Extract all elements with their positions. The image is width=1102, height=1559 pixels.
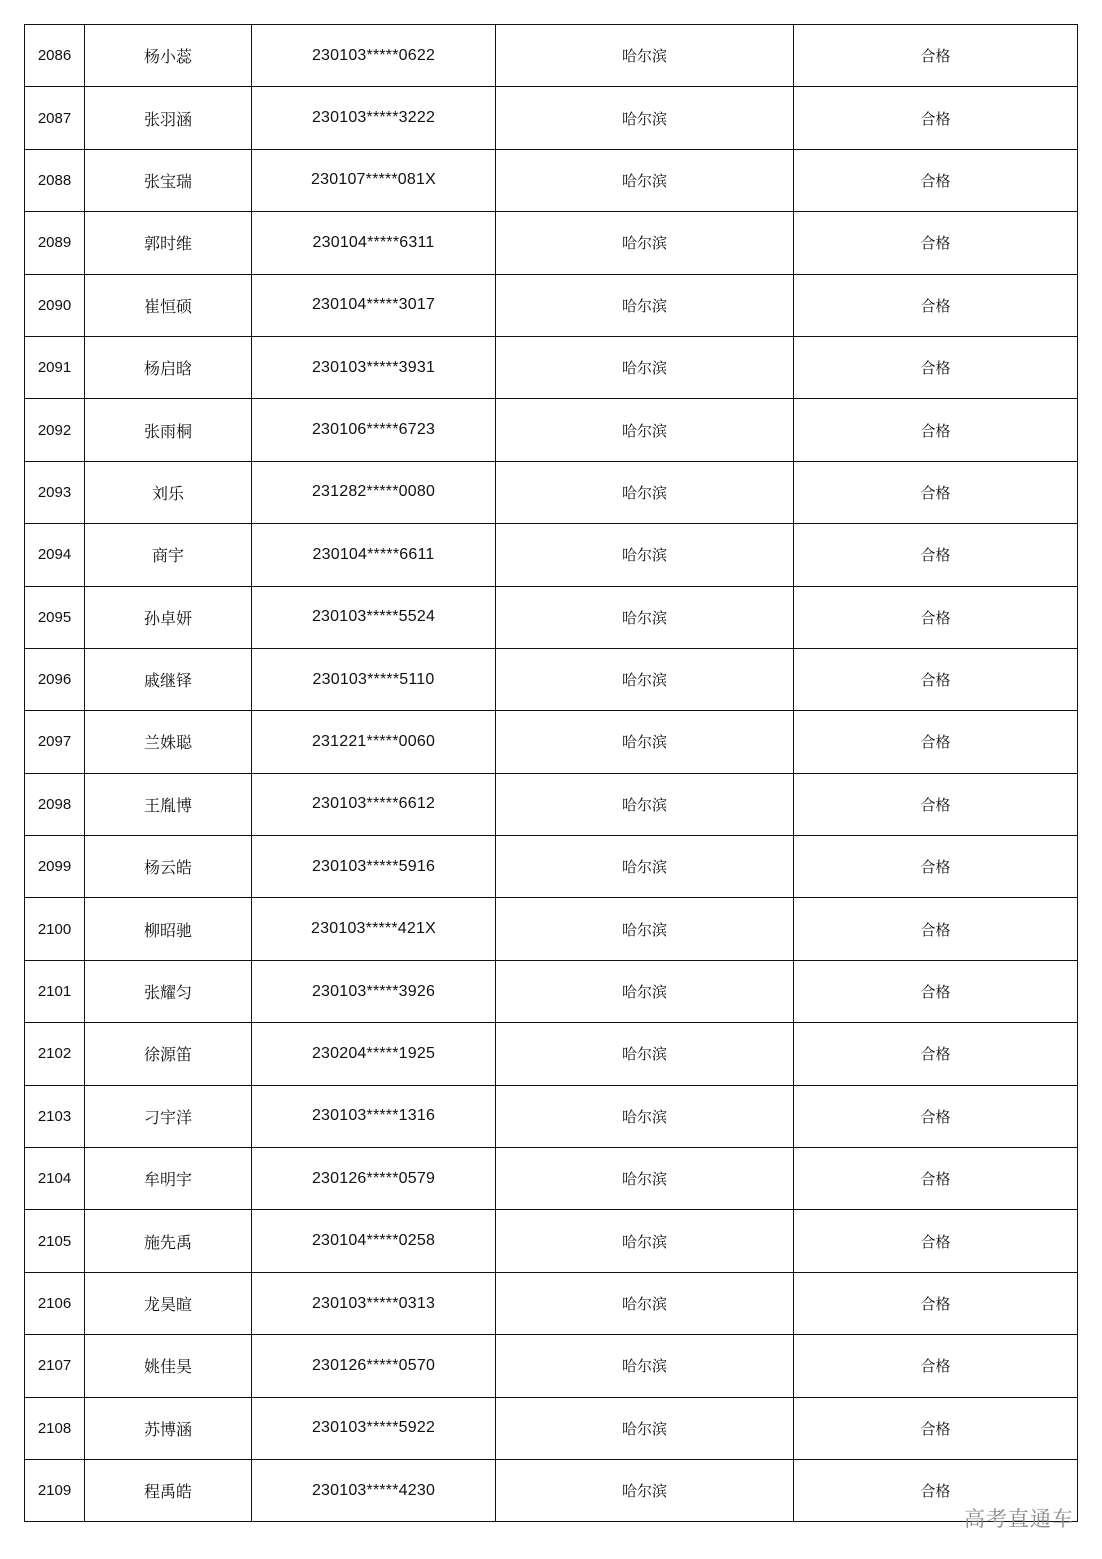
table-row — [25, 274, 1078, 336]
cell-id-number: 230103*****6612 — [252, 773, 496, 835]
watermark-text: 高考直通车 — [964, 1507, 1074, 1531]
roster-table — [24, 24, 1078, 1522]
cell-city: 哈尔滨 — [496, 399, 794, 461]
cell-result: 合格 — [794, 25, 1078, 87]
cell-id-number: 230103*****5110 — [252, 648, 496, 710]
cell-result: 合格 — [794, 87, 1078, 149]
roster-body — [25, 25, 1078, 1522]
cell-number: 2091 — [25, 336, 85, 398]
table-row — [25, 1272, 1078, 1334]
table-row — [25, 836, 1078, 898]
table-row — [25, 773, 1078, 835]
cell-city: 哈尔滨 — [496, 711, 794, 773]
cell-id-number: 230103*****5916 — [252, 836, 496, 898]
cell-name: 王胤博 — [85, 773, 252, 835]
table-row — [25, 1459, 1078, 1521]
cell-id-number: 230103*****3222 — [252, 87, 496, 149]
cell-name: 姚佳昊 — [85, 1335, 252, 1397]
cell-name: 柳昭驰 — [85, 898, 252, 960]
cell-name: 牟明宇 — [85, 1148, 252, 1210]
cell-result: 合格 — [794, 586, 1078, 648]
cell-name: 龙昊暄 — [85, 1272, 252, 1334]
cell-number: 2107 — [25, 1335, 85, 1397]
cell-city: 哈尔滨 — [496, 1397, 794, 1459]
cell-result: 合格 — [794, 1335, 1078, 1397]
table-row — [25, 648, 1078, 710]
table-row — [25, 336, 1078, 398]
cell-city: 哈尔滨 — [496, 212, 794, 274]
cell-number: 2090 — [25, 274, 85, 336]
cell-number: 2096 — [25, 648, 85, 710]
cell-id-number: 231221*****0060 — [252, 711, 496, 773]
cell-name: 杨启晗 — [85, 336, 252, 398]
cell-id-number: 230104*****6611 — [252, 524, 496, 586]
cell-name: 张雨桐 — [85, 399, 252, 461]
cell-city: 哈尔滨 — [496, 1023, 794, 1085]
table-row — [25, 711, 1078, 773]
cell-result: 合格 — [794, 836, 1078, 898]
cell-city: 哈尔滨 — [496, 1210, 794, 1272]
cell-result: 合格 — [794, 1397, 1078, 1459]
cell-id-number: 230103*****0622 — [252, 25, 496, 87]
cell-result: 合格 — [794, 1272, 1078, 1334]
cell-number: 2097 — [25, 711, 85, 773]
cell-number: 2095 — [25, 586, 85, 648]
table-row — [25, 586, 1078, 648]
cell-city: 哈尔滨 — [496, 836, 794, 898]
cell-city: 哈尔滨 — [496, 586, 794, 648]
cell-result: 合格 — [794, 149, 1078, 211]
cell-city: 哈尔滨 — [496, 25, 794, 87]
cell-name: 杨小蕊 — [85, 25, 252, 87]
cell-number: 2108 — [25, 1397, 85, 1459]
cell-id-number: 230104*****6311 — [252, 212, 496, 274]
cell-name: 杨云皓 — [85, 836, 252, 898]
cell-result: 合格 — [794, 1210, 1078, 1272]
cell-id-number: 230103*****5922 — [252, 1397, 496, 1459]
cell-name: 郭时维 — [85, 212, 252, 274]
cell-id-number: 230103*****421X — [252, 898, 496, 960]
cell-id-number: 231282*****0080 — [252, 461, 496, 523]
cell-number: 2102 — [25, 1023, 85, 1085]
cell-name: 戚继铎 — [85, 648, 252, 710]
cell-id-number: 230126*****0570 — [252, 1335, 496, 1397]
cell-name: 程禹皓 — [85, 1459, 252, 1521]
table-row — [25, 524, 1078, 586]
cell-city: 哈尔滨 — [496, 773, 794, 835]
cell-name: 张宝瑞 — [85, 149, 252, 211]
cell-id-number: 230204*****1925 — [252, 1023, 496, 1085]
cell-city: 哈尔滨 — [496, 1085, 794, 1147]
cell-result: 合格 — [794, 1023, 1078, 1085]
cell-city: 哈尔滨 — [496, 524, 794, 586]
table-row — [25, 212, 1078, 274]
table-row — [25, 25, 1078, 87]
cell-city: 哈尔滨 — [496, 1459, 794, 1521]
cell-city: 哈尔滨 — [496, 898, 794, 960]
cell-number: 2099 — [25, 836, 85, 898]
cell-city: 哈尔滨 — [496, 1272, 794, 1334]
cell-number: 2104 — [25, 1148, 85, 1210]
cell-result: 合格 — [794, 898, 1078, 960]
cell-id-number: 230103*****0313 — [252, 1272, 496, 1334]
cell-result: 合格 — [794, 461, 1078, 523]
cell-number: 2089 — [25, 212, 85, 274]
cell-city: 哈尔滨 — [496, 461, 794, 523]
cell-name: 苏博涵 — [85, 1397, 252, 1459]
cell-result: 合格 — [794, 960, 1078, 1022]
cell-number: 2093 — [25, 461, 85, 523]
cell-result: 合格 — [794, 399, 1078, 461]
cell-id-number: 230103*****1316 — [252, 1085, 496, 1147]
table-row — [25, 1397, 1078, 1459]
table-row — [25, 1335, 1078, 1397]
cell-number: 2087 — [25, 87, 85, 149]
cell-id-number: 230126*****0579 — [252, 1148, 496, 1210]
cell-name: 张耀匀 — [85, 960, 252, 1022]
cell-id-number: 230107*****081X — [252, 149, 496, 211]
cell-city: 哈尔滨 — [496, 1335, 794, 1397]
table-row — [25, 149, 1078, 211]
cell-id-number: 230104*****3017 — [252, 274, 496, 336]
cell-number: 2098 — [25, 773, 85, 835]
cell-result: 合格 — [794, 773, 1078, 835]
cell-id-number: 230104*****0258 — [252, 1210, 496, 1272]
table-row — [25, 1085, 1078, 1147]
cell-result: 合格 — [794, 1085, 1078, 1147]
cell-name: 施先禹 — [85, 1210, 252, 1272]
cell-number: 2105 — [25, 1210, 85, 1272]
cell-id-number: 230103*****3931 — [252, 336, 496, 398]
cell-name: 崔恒硕 — [85, 274, 252, 336]
cell-name: 商宇 — [85, 524, 252, 586]
cell-city: 哈尔滨 — [496, 274, 794, 336]
cell-id-number: 230103*****4230 — [252, 1459, 496, 1521]
cell-result: 合格 — [794, 648, 1078, 710]
table-row — [25, 399, 1078, 461]
cell-number: 2106 — [25, 1272, 85, 1334]
cell-city: 哈尔滨 — [496, 1148, 794, 1210]
cell-result: 合格 — [794, 212, 1078, 274]
cell-name: 刘乐 — [85, 461, 252, 523]
table-row — [25, 1148, 1078, 1210]
cell-name: 孙卓妍 — [85, 586, 252, 648]
cell-name: 徐源笛 — [85, 1023, 252, 1085]
cell-id-number: 230106*****6723 — [252, 399, 496, 461]
table-row — [25, 898, 1078, 960]
cell-number: 2092 — [25, 399, 85, 461]
cell-name: 兰姝聪 — [85, 711, 252, 773]
cell-result: 合格 — [794, 524, 1078, 586]
cell-result: 合格 — [794, 1148, 1078, 1210]
cell-number: 2101 — [25, 960, 85, 1022]
cell-city: 哈尔滨 — [496, 336, 794, 398]
cell-number: 2094 — [25, 524, 85, 586]
cell-city: 哈尔滨 — [496, 648, 794, 710]
table-row — [25, 461, 1078, 523]
cell-city: 哈尔滨 — [496, 149, 794, 211]
cell-id-number: 230103*****5524 — [252, 586, 496, 648]
cell-result: 合格 — [794, 711, 1078, 773]
cell-city: 哈尔滨 — [496, 960, 794, 1022]
cell-number: 2088 — [25, 149, 85, 211]
table-row — [25, 87, 1078, 149]
table-row — [25, 1210, 1078, 1272]
cell-number: 2086 — [25, 25, 85, 87]
cell-result: 合格 — [794, 336, 1078, 398]
cell-number: 2103 — [25, 1085, 85, 1147]
cell-number: 2109 — [25, 1459, 85, 1521]
table-row — [25, 960, 1078, 1022]
table-row — [25, 1023, 1078, 1085]
cell-result: 合格 — [794, 1459, 1078, 1521]
cell-name: 张羽涵 — [85, 87, 252, 149]
cell-result: 合格 — [794, 274, 1078, 336]
roster-sheet — [24, 24, 1077, 1522]
cell-name: 刁宇洋 — [85, 1085, 252, 1147]
cell-city: 哈尔滨 — [496, 87, 794, 149]
cell-id-number: 230103*****3926 — [252, 960, 496, 1022]
cell-number: 2100 — [25, 898, 85, 960]
